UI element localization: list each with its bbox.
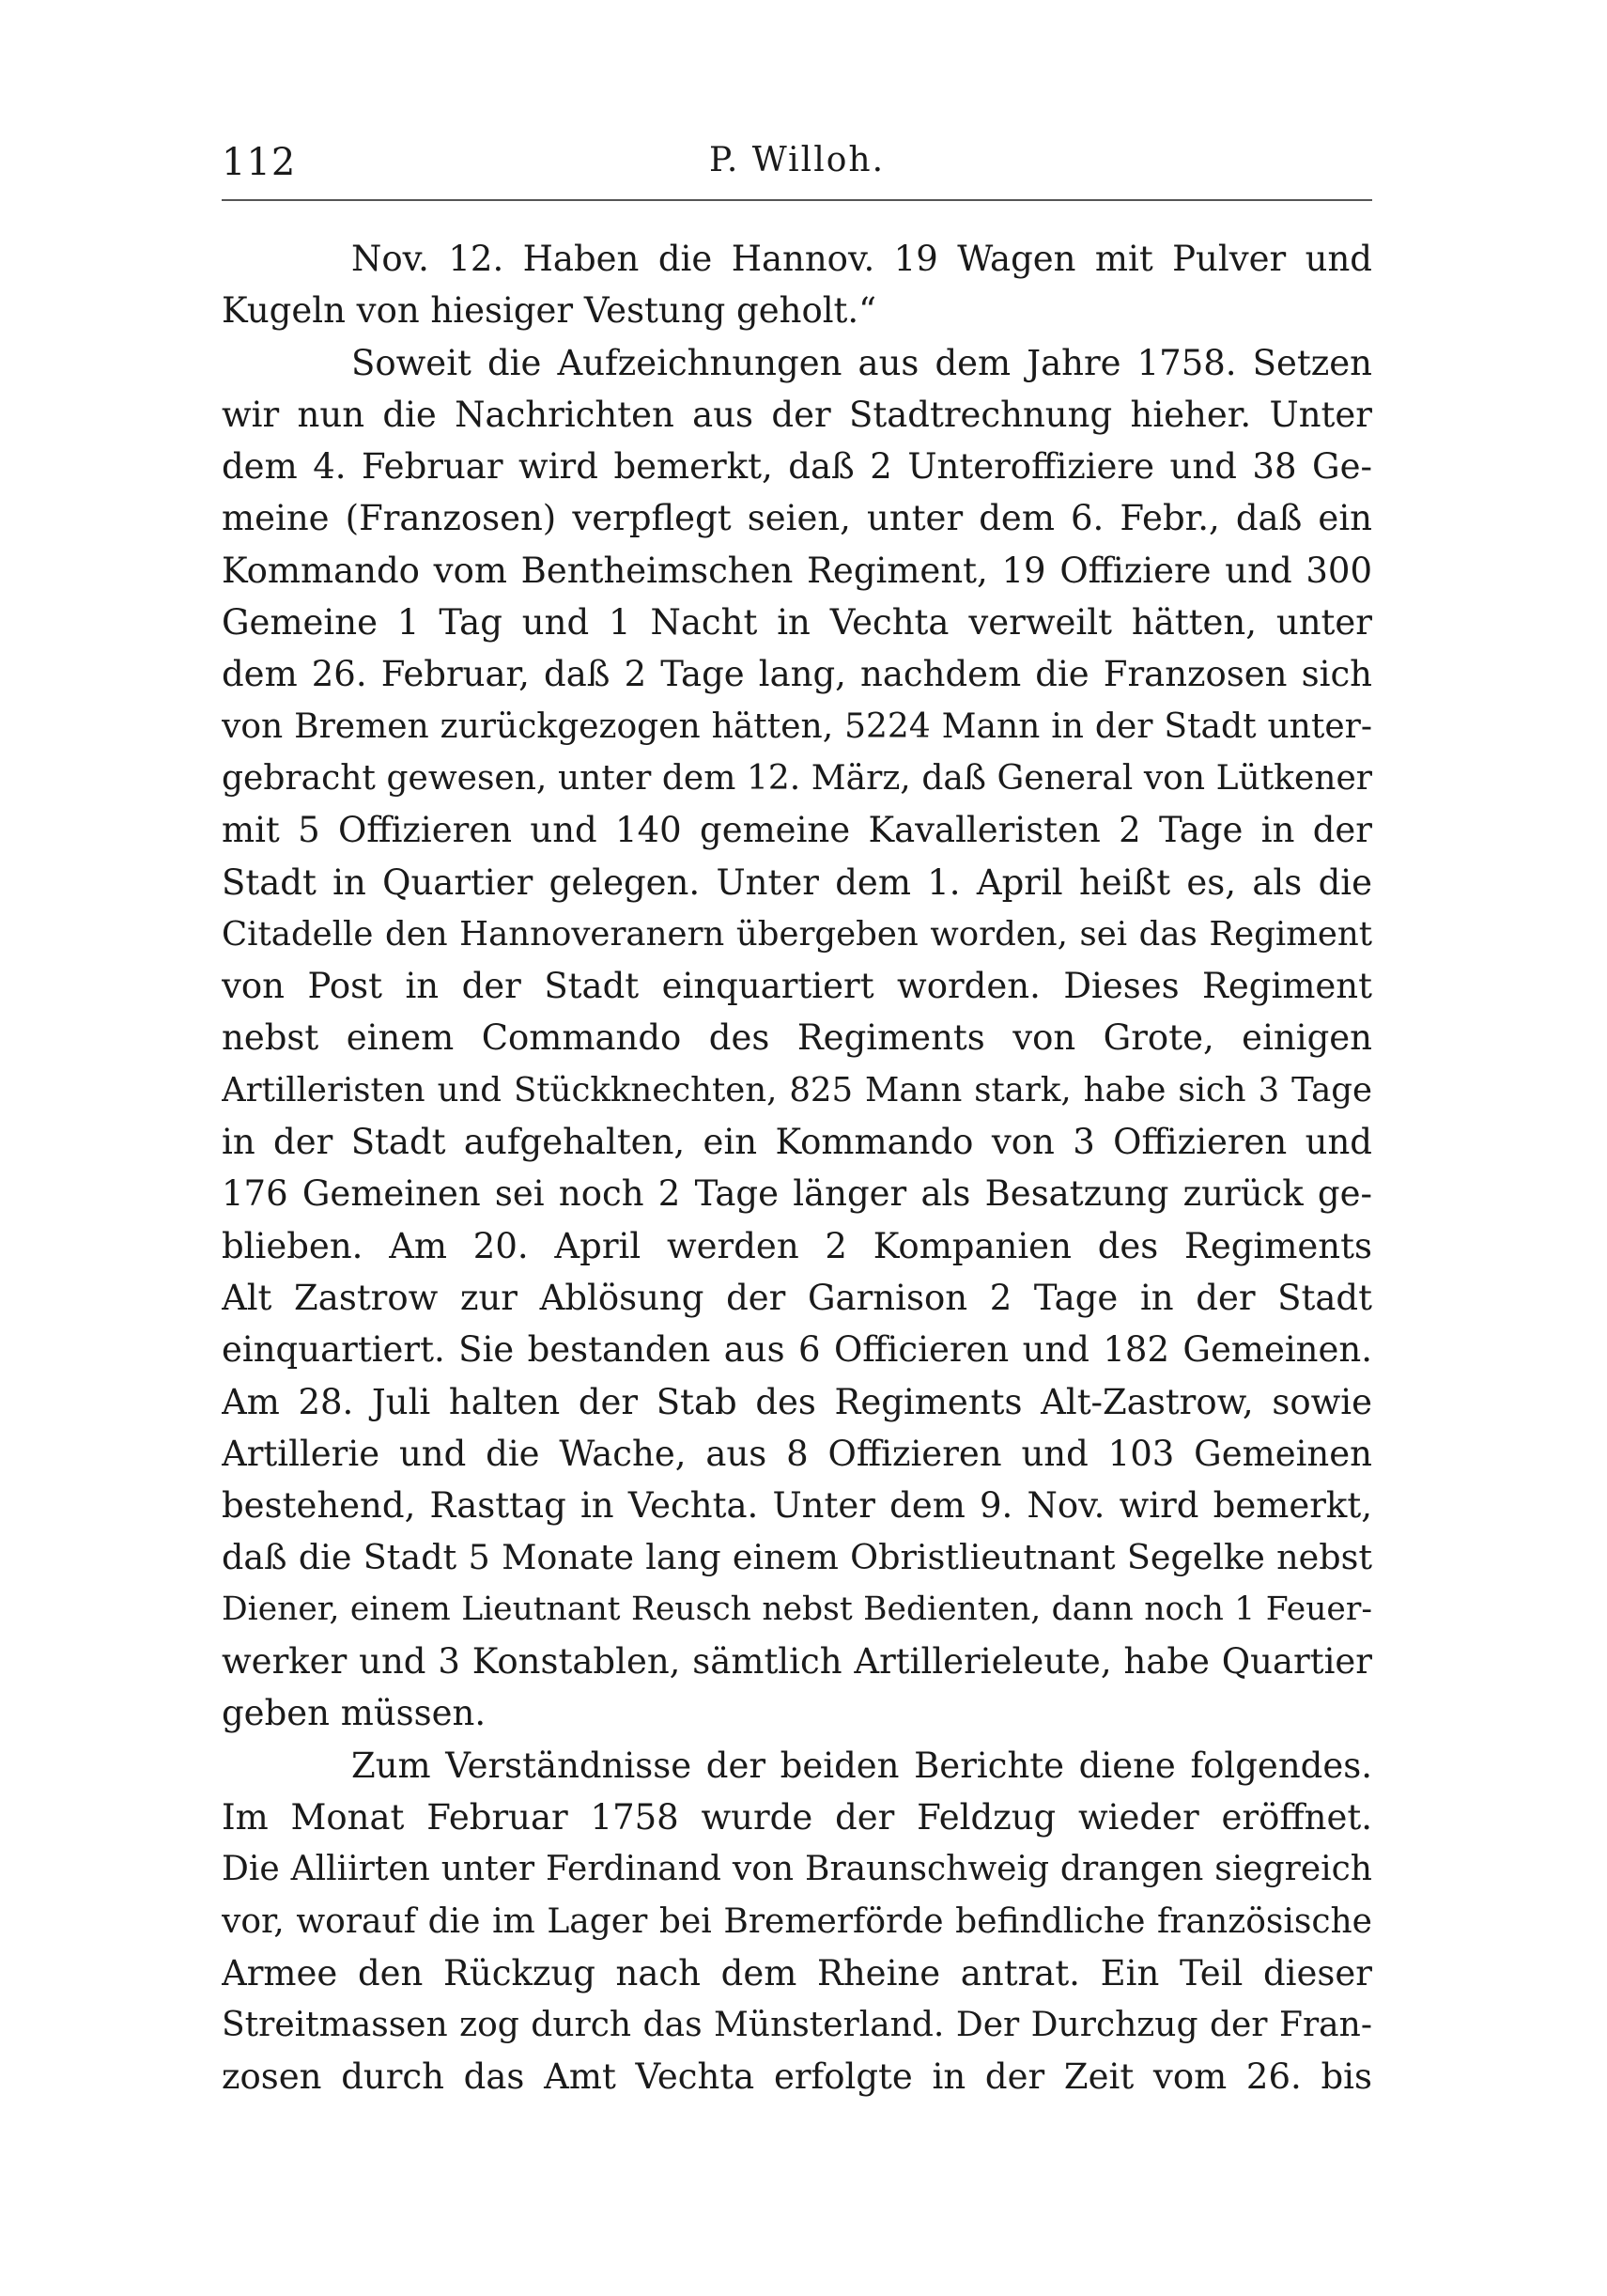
text-line: gebracht gewesen, unter dem 12. März, daß General von Lütkener: [222, 758, 1372, 798]
text-line: Artilleristen und Stückknechten, 825 Mann stark, habe sich 3 Tage: [222, 1070, 1372, 1109]
text-line: Citadelle den Hannoveranern übergeben worden, sei das Regiment: [222, 914, 1372, 954]
text-line: Kugeln von hiesiger Vestung geholt.“: [222, 290, 877, 332]
text-line: einquartiert. Sie bestanden aus 6 Officieren und 182 Gemeinen.: [222, 1329, 1372, 1371]
text-line: werker und 3 Konstablen, sämtlich Artillerieleute, habe Quartier: [222, 1641, 1372, 1683]
text-line: in der Stadt aufgehalten, ein Kommando von 3 Offizieren und: [222, 1122, 1372, 1163]
text-line: von Post in der Stadt einquartiert worden. Dieses Regiment: [222, 966, 1372, 1007]
running-head: P. Willoh.: [708, 141, 886, 179]
text-line: Kommando vom Bentheimschen Regiment, 19 Offiziere und 300: [222, 550, 1372, 591]
text-line: daß die Stadt 5 Monate lang einem Obristlieutnant Segelke nebst: [222, 1537, 1372, 1578]
text-line: Artillerie und die Wache, aus 8 Offizieren und 103 Gemeinen: [222, 1433, 1372, 1474]
text-line: bestehend, Rasttag in Vechta. Unter dem 9. Nov. wird bemerkt,: [222, 1485, 1372, 1527]
text-line: Gemeine 1 Tag und 1 Nacht in Vechta verweilt hätten, unter: [222, 602, 1372, 644]
text-line: zosen durch das Amt Vechta erfolgte in der Zeit vom 26. bis: [222, 2056, 1372, 2098]
text-line: Im Monat Februar 1758 wurde der Feldzug wieder eröffnet.: [222, 1796, 1372, 1838]
text-line: Stadt in Quartier gelegen. Unter dem 1. April heißt es, als die: [222, 861, 1372, 903]
text-line: Alt Zastrow zur Ablösung der Garnison 2 Tage in der Stadt: [222, 1277, 1372, 1318]
text-line: meine (Franzosen) verpflegt seien, unter dem 6. Febr., daß ein: [222, 498, 1372, 539]
text-line: 176 Gemeinen sei noch 2 Tage länger als Besatzung zurück ge-: [222, 1173, 1372, 1215]
text-line: dem 4. Februar wird bemerkt, daß 2 Unteroffiziere und 38 Ge-: [222, 446, 1372, 488]
body-text: [222, 233, 1372, 2103]
text-line: Zum Verständnisse der beiden Berichte diene folgendes.: [351, 1745, 1372, 1786]
header-rule: [222, 199, 1372, 201]
text-line: Soweit die Aufzeichnungen aus dem Jahre 1758. Setzen: [351, 342, 1372, 383]
page-number: 112: [222, 141, 297, 184]
text-line: Am 28. Juli halten der Stab des Regiments Alt-Zastrow, sowie: [222, 1381, 1372, 1422]
text-line: Armee den Rückzug nach dem Rheine antrat. Ein Teil dieser: [222, 1952, 1372, 1993]
text-line: Nov. 12. Haben die Hannov. 19 Wagen mit Pulver und: [351, 239, 1372, 279]
text-line: wir nun die Nachrichten aus der Stadtrechnung hieher. Unter: [222, 394, 1372, 435]
page-header: [222, 141, 1372, 197]
text-line: geben müssen.: [222, 1693, 487, 1734]
text-line: von Bremen zurückgezogen hätten, 5224 Mann in der Stadt unter-: [222, 706, 1372, 746]
text-line: mit 5 Offizieren und 140 gemeine Kavalleristen 2 Tage in der: [222, 810, 1372, 851]
text-line: blieben. Am 20. April werden 2 Kompanien des Regiments: [222, 1225, 1372, 1266]
text-line: Die Alliirten unter Ferdinand von Braunschweig drangen siegreich: [222, 1850, 1372, 1889]
text-line: vor, worauf die im Lager bei Bremerförde befindliche französische: [222, 1901, 1372, 1941]
text-line: Diener, einem Lieutnant Reusch nebst Bedienten, dann noch 1 Feuer-: [222, 1590, 1372, 1628]
text-line: dem 26. Februar, daß 2 Tage lang, nachdem die Franzosen sich: [222, 654, 1372, 695]
text-line: Streitmassen zog durch das Münsterland. Der Durchzug der Fran-: [222, 2006, 1372, 2045]
text-line: nebst einem Commando des Regiments von Grote, einigen: [222, 1017, 1372, 1059]
